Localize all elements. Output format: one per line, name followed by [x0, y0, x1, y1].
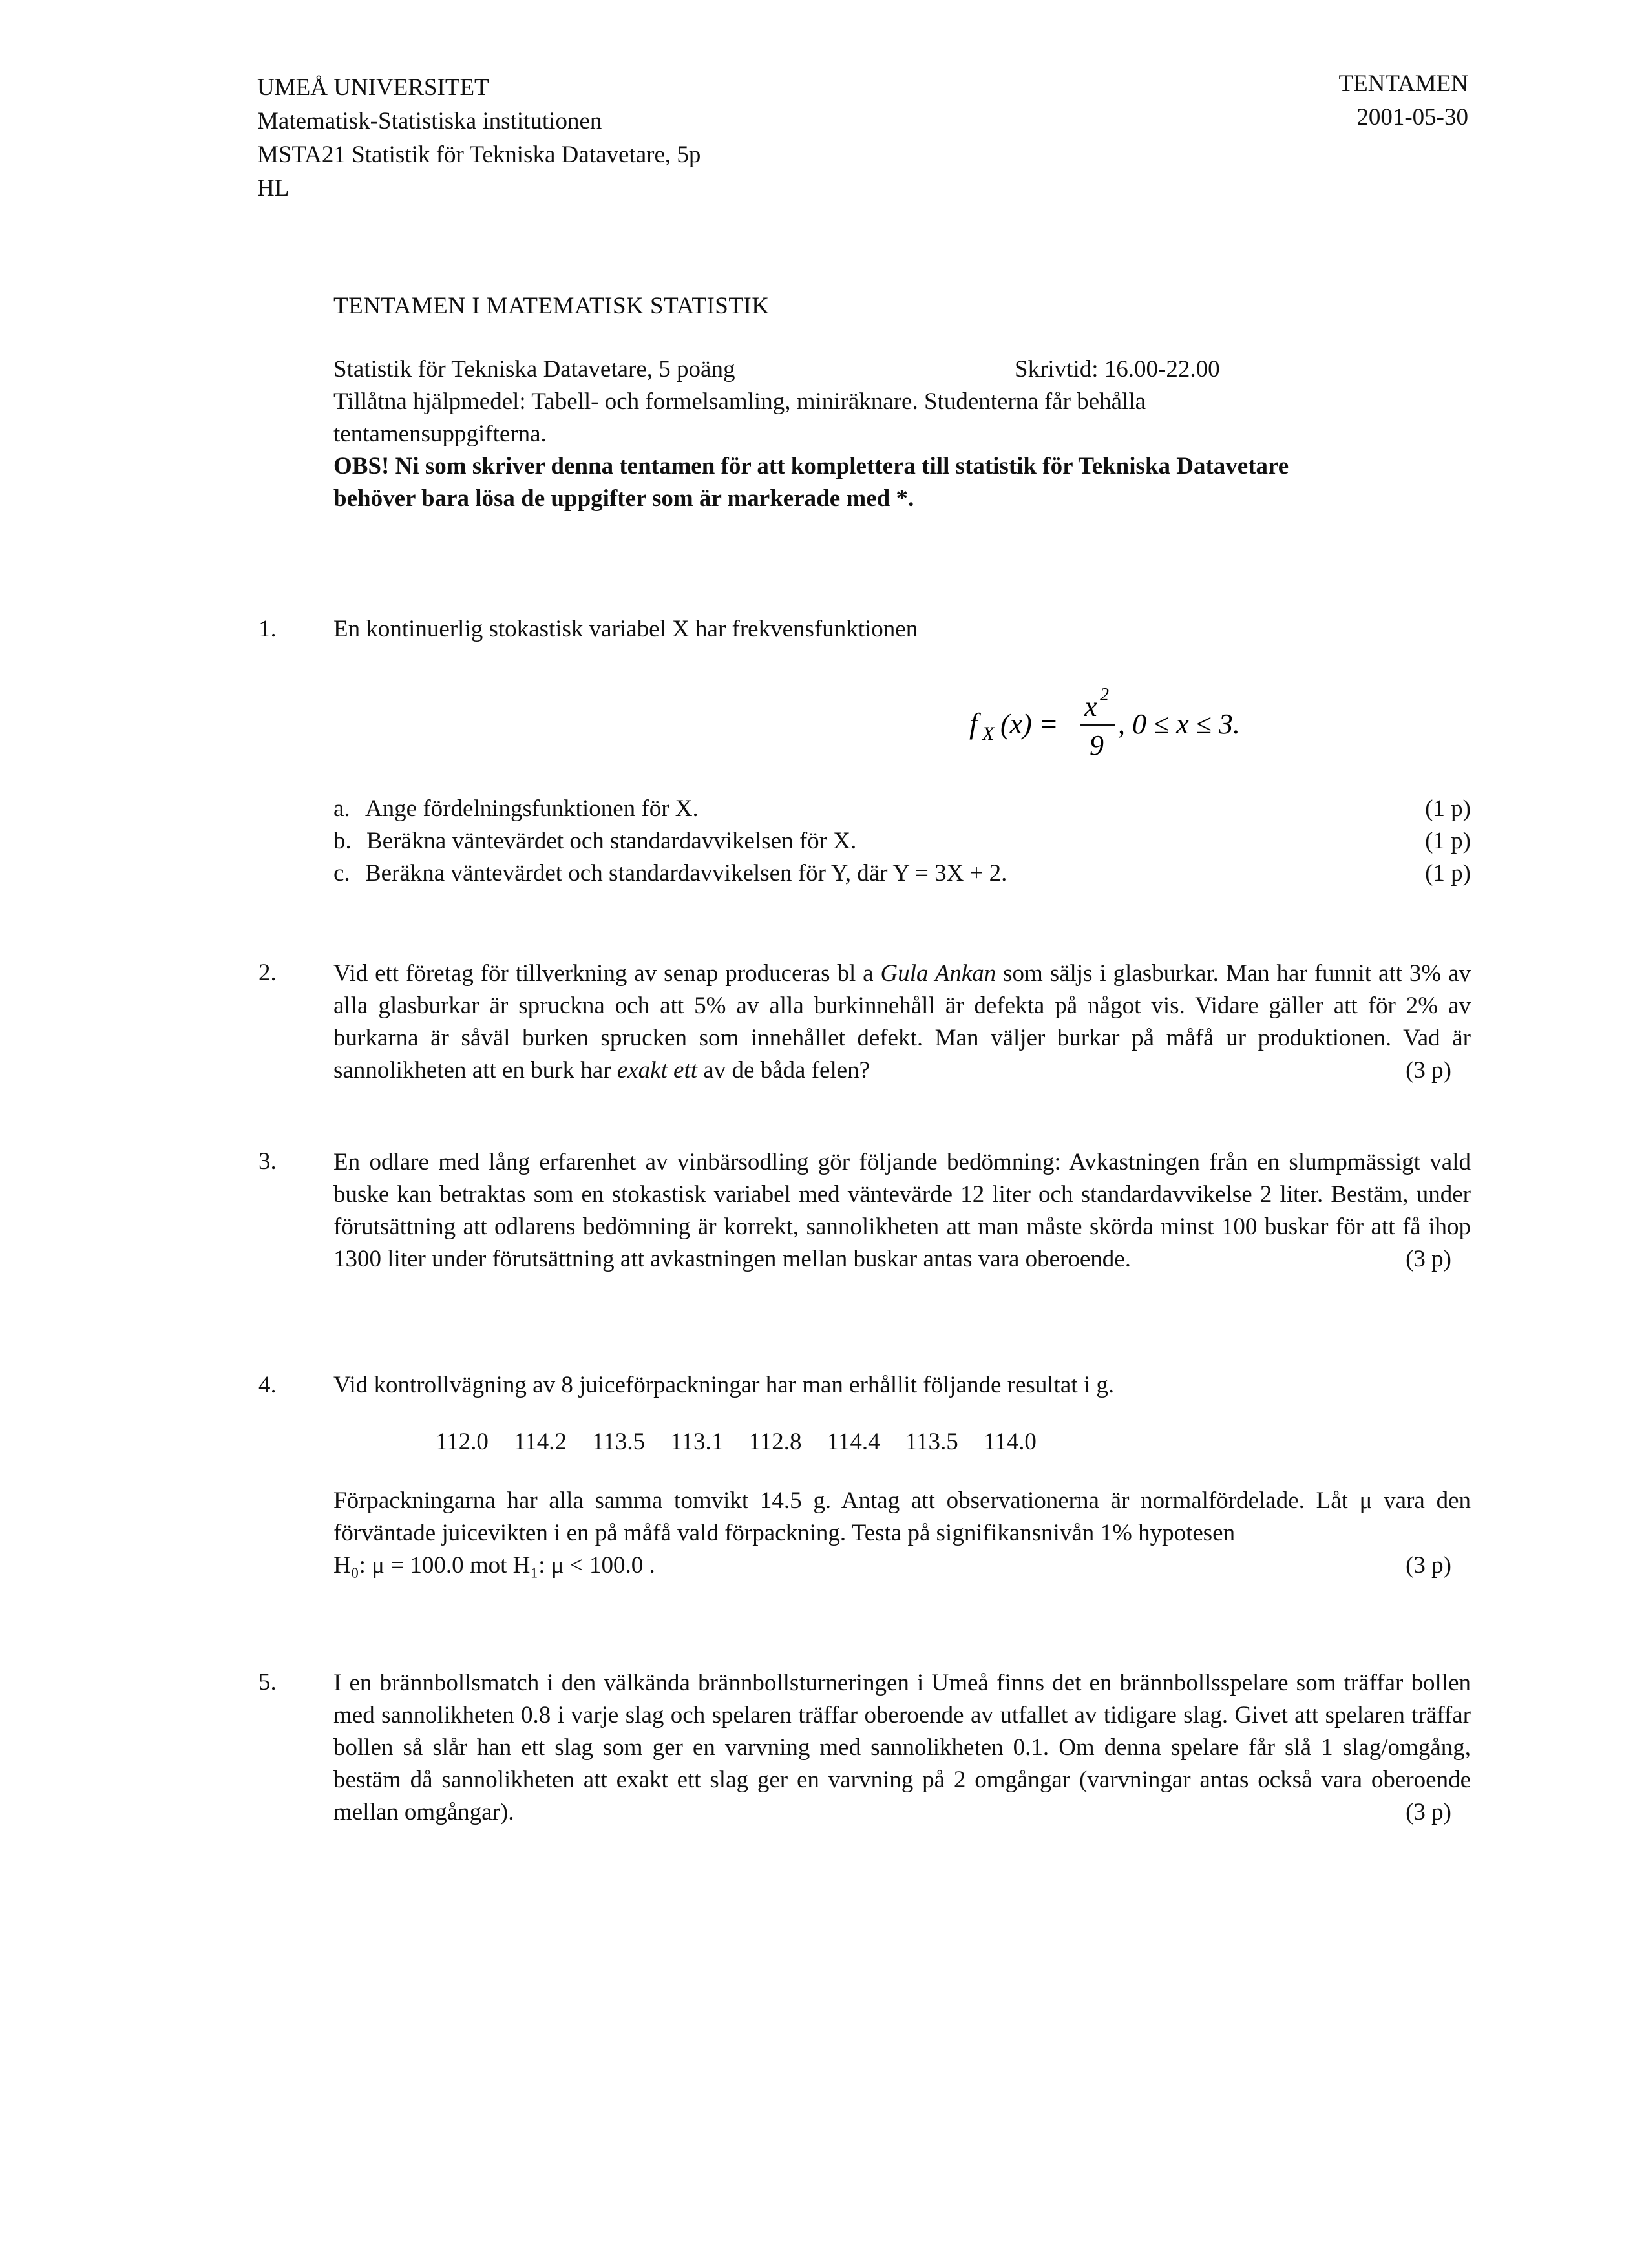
question-text	[333, 1485, 1471, 1582]
measurement-list	[436, 1427, 1056, 1458]
question-number: 2.	[258, 960, 277, 986]
measurement: 114.0	[983, 1429, 1037, 1455]
header-left	[257, 71, 701, 205]
part-label: a.	[333, 795, 350, 822]
question-5	[258, 1667, 1473, 1835]
measurement: 114.4	[827, 1429, 880, 1455]
course-name: MSTA21 Statistik för Tekniska Datavetare, 5p	[257, 142, 701, 168]
course-points: Statistik för Tekniska Datavetare, 5 poäng	[333, 356, 735, 383]
question-points: (3 p)	[1406, 1552, 1451, 1579]
allowed-aids-line1: Tillåtna hjälpmedel: Tabell- och formelsamling, miniräknare. Studenterna får behålla	[333, 388, 1146, 415]
part-text: Beräkna väntevärdet och standardavvikelsen för X.	[366, 828, 857, 854]
part-text: Beräkna väntevärdet och standardavvikelsen för Y, där Y = 3X + 2.	[364, 860, 1007, 887]
formula-range: , 0 ≤ x ≤ 3.	[1118, 708, 1240, 740]
part-b	[333, 826, 1471, 858]
formula-exponent: 2	[1100, 685, 1109, 705]
part-text: Ange fördelningsfunktionen för X.	[364, 795, 699, 822]
question-number: 4.	[258, 1372, 277, 1398]
allowed-aids-line2: tentamensuppgifterna.	[333, 421, 547, 447]
question-text	[333, 1667, 1471, 1829]
page-title: TENTAMEN I MATEMATISK STATISTIK	[333, 293, 770, 319]
part-c	[333, 858, 1471, 890]
exam-label: TENTAMEN	[1338, 70, 1468, 97]
text-part: av de båda felen?	[697, 1057, 870, 1084]
formula-graphic	[969, 678, 1331, 762]
formula-denominator: 9	[1090, 730, 1104, 761]
text-part: I en brännbollsmatch i den välkända brännbollsturneringen i Umeå finns det en brännbollsspelare som träffar bollen med sannolikheten 0.8 i varje slag och spelaren träffar oberoende av utfallet av tidigare slag. Givet att spelaren träffar bollen så slår han ett slag som ger en varvning med sannolikheten 0.1. Om denna spelare får slå 1 slag/omgång, bestäm då sannolikheten att exakt ett slag ger en varvning på 2 omgångar (varvningar antas också vara oberoende mellan omgångar).	[333, 1670, 1471, 1825]
measurement: 114.2	[514, 1429, 567, 1455]
text-part: En odlare med lång erfarenhet av vinbärsodling gör följande bedömning: Avkastningen från en slumpmässigt vald buske kan betraktas som en stokastisk variabel med väntevärde 12 liter och standardavvikelse 2 liter. Bestäm, under förutsättning att odlarens bedömning är korrekt, sannolikheten att man måste skörda minst 100 buskar för att få ihop 1300 liter under förutsättning att avkastningen mellan buskar antas vara oberoende.	[333, 1149, 1471, 1272]
product-name: Gula Ankan	[880, 960, 996, 987]
question-1	[258, 614, 1473, 898]
measurement: 113.5	[592, 1429, 646, 1455]
question-4	[258, 1370, 1473, 1428]
formula-f: f	[969, 707, 978, 740]
obs-note-line2: behöver bara lösa de uppgifter som är markerade med *.	[333, 485, 914, 512]
formula-middle: (x) =	[1000, 708, 1059, 740]
exam-info	[333, 354, 1471, 516]
exam-date: 2001-05-30	[1356, 104, 1468, 131]
question-2	[258, 958, 1473, 1113]
text-part: som säljs i glasburkar. Man har funnit att 3% av alla glasburkar är spruckna och att 5% av alla burkinnehåll är defekta på något vis. Vidare gäller att för 2% av burkarna är såväl burken sprucken som innehållet defekt. Man väljer burkar på måfå ur produktionen. Vad är sannolikheten att en burk har	[333, 960, 1471, 1084]
question-text	[333, 958, 1471, 1087]
question-parts	[333, 793, 1471, 890]
measurement: 112.8	[748, 1429, 802, 1455]
obs-note-line1: OBS! Ni som skriver denna tentamen för att komplettera till statistik för Tekniska Datavetare	[333, 453, 1289, 479]
question-intro: En kontinuerlig stokastisk variabel X har frekvensfunktionen	[333, 616, 918, 642]
text-part: Vid ett företag för tillverkning av senap produceras bl a	[333, 960, 881, 987]
part-label: b.	[333, 828, 352, 854]
question-number: 3.	[258, 1148, 277, 1175]
formula-subscript: X	[982, 723, 995, 744]
question-points: (3 p)	[1406, 1246, 1451, 1272]
part-points: (1 p)	[1425, 860, 1471, 887]
question-number: 1.	[258, 616, 277, 642]
hypothesis: H₀: μ = 100.0 mot H₁: μ < 100.0 .	[333, 1552, 655, 1579]
measurement: 113.1	[670, 1429, 724, 1455]
author-initials: HL	[257, 175, 290, 202]
density-formula	[969, 678, 1331, 772]
question-number: 5.	[258, 1669, 277, 1696]
question-points: (3 p)	[1406, 1057, 1451, 1084]
part-label: c.	[333, 860, 350, 887]
question-points: (3 p)	[1406, 1799, 1451, 1825]
department-name: Matematisk-Statistiska institutionen	[257, 108, 602, 134]
measurement: 113.5	[905, 1429, 958, 1455]
part-points: (1 p)	[1425, 828, 1471, 854]
formula-numerator: x	[1084, 691, 1097, 722]
writing-time: Skrivtid: 16.00-22.00	[1015, 356, 1220, 383]
header-right	[1292, 67, 1468, 134]
measurement: 112.0	[436, 1429, 489, 1455]
question-4-body	[258, 1485, 1473, 1601]
emphasis: exakt ett	[616, 1057, 698, 1084]
part-points: (1 p)	[1425, 795, 1471, 822]
question-3	[258, 1146, 1473, 1314]
text-part: Förpackningarna har alla samma tomvikt 14.5 g. Antag att observationerna är normalfördelade. Låt μ vara den förväntade juicevikten i en på måfå vald förpackning. Testa på signifikansnivån 1% hypotesen	[333, 1487, 1471, 1546]
question-text	[333, 1146, 1471, 1276]
university-name: UMEÅ UNIVERSITET	[257, 74, 489, 101]
question-intro: Vid kontrollvägning av 8 juiceförpackningar har man erhållit följande resultat i g.	[333, 1372, 1115, 1398]
part-a	[333, 793, 1471, 826]
